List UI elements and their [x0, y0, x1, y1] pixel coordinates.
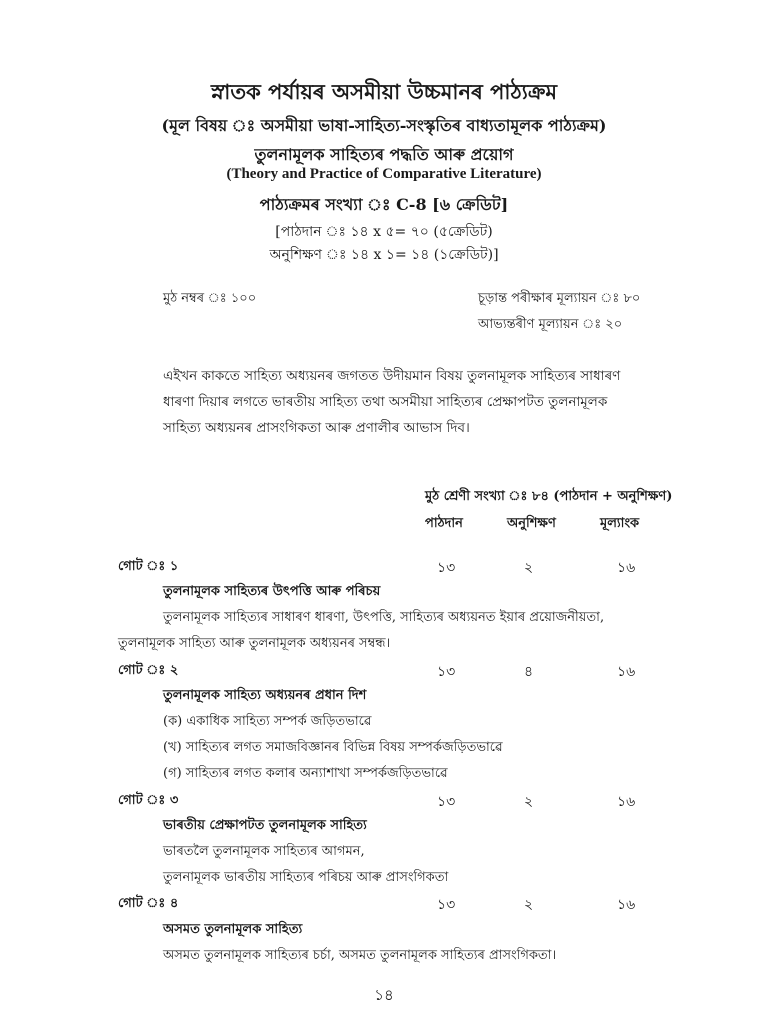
course-title: তুলনামূলক সাহিত্যৰ পদ্ধতি আৰু প্ৰয়োগ [254, 145, 514, 164]
unit-lecture-count: ১৩ [437, 794, 456, 810]
intro-paragraph [163, 363, 683, 441]
unit-marks: ১৬ [617, 560, 636, 576]
unit-topic: ভাৰতীয় প্ৰেক্ষাপটত তুলনামূলক সাহিত্য [163, 818, 367, 833]
total-marks: মুঠ নম্বৰ ঃ ১০০ [163, 291, 257, 306]
intro-line: সাহিত্য অধ্যয়নৰ প্ৰাসংগিকতা আৰু প্ৰণালীৰ আভাস দিব। [163, 420, 470, 436]
unit-tutorial-count: ৪ [524, 664, 534, 680]
unit-topic: অসমত তুলনামূলক সাহিত্য [163, 922, 303, 937]
page-title: স্নাতক পৰ্যায়ৰ অসমীয়া উচ্চমানৰ পাঠ্যক্ৰম [210, 79, 558, 104]
unit-label: গোট ঃ ৪ [118, 896, 179, 911]
unit-tutorial-count: ২ [524, 794, 534, 810]
final-exam-marks: চূড়ান্ত পৰীক্ষাৰ মূল্যায়ন ঃ ৮০ [478, 291, 641, 306]
unit-lecture-count: ১৩ [437, 664, 456, 680]
page-number: ১৪ [374, 986, 394, 1004]
unit-lecture-count: ১৩ [437, 897, 456, 913]
unit-marks: ১৬ [617, 664, 636, 680]
page-subtitle: (মূল বিষয় ঃ অসমীয়া ভাষা-সাহিত্য-সংস্কৃতিৰ বাধ্যতামূলক পাঠ্যক্ৰম) [161, 116, 607, 135]
course-title-english: (Theory and Practice of Comparative Literature) [226, 166, 542, 182]
unit-label: গোট ঃ ৩ [118, 793, 179, 808]
lecture-credit-line: [পাঠদান ঃ ১৪ x ৫= ৭০ (৫ক্ৰেডিট) [275, 224, 493, 240]
unit-topic: তুলনামূলক সাহিত্যৰ উৎপত্তি আৰু পৰিচয় [163, 584, 381, 599]
unit-description-line: তুলনামূলক সাহিত্যৰ সাধাৰণ ধাৰণা, উৎপত্তি, সাহিত্যৰ অধ্যয়নত ইয়াৰ প্ৰয়োজনীয়তা, [163, 610, 605, 625]
unit-label: গোট ঃ ১ [118, 559, 179, 574]
intro-line: ধাৰণা দিয়াৰ লগতে ভাৰতীয় সাহিত্য তথা অসমীয়া সাহিত্যৰ প্ৰেক্ষাপটত তুলনামূলক [163, 394, 608, 410]
unit-label: গোট ঃ ২ [118, 663, 179, 678]
unit-description-line: (গ) সাহিত্যৰ লগত কলাৰ অন্যাশাখা সম্পৰ্কজড়িতভাৱে [163, 766, 448, 781]
intro-line: এইখন কাকতে সাহিত্য অধ্যয়নৰ জগতত উদীয়মান বিষয় তুলনামূলক সাহিত্যৰ সাধাৰণ [163, 368, 621, 384]
unit-topic: তুলনামূলক সাহিত্য অধ্যয়নৰ প্ৰধান দিশ [163, 688, 367, 703]
unit-marks: ১৬ [617, 897, 636, 913]
total-classes: মুঠ শ্ৰেণী সংখ্যা ঃ ৮৪ (পাঠদান + অনুশিক্ষণ) [425, 489, 673, 504]
course-code: পাঠ্যক্ৰমৰ সংখ্যা ঃ C-8 [৬ ক্ৰেডিট] [259, 195, 509, 214]
unit-description-line: (ক) একাধিক সাহিত্য সম্পৰ্ক জড়িতভাৱে [163, 714, 372, 729]
tutorial-credit-line: অনুশিক্ষণ ঃ ১৪ x ১= ১৪ (১ক্ৰেডিট)] [269, 247, 499, 263]
unit-marks: ১৬ [617, 794, 636, 810]
unit-lecture-count: ১৩ [437, 560, 456, 576]
column-header-marks: মূল্যাংক [600, 516, 640, 531]
unit-tutorial-count: ২ [524, 560, 534, 576]
unit-tutorial-count: ২ [524, 897, 534, 913]
unit-description-line: তুলনামূলক সাহিত্য আৰু তুলনামূলক অধ্যয়নৰ সম্বন্ধ। [118, 636, 391, 651]
unit-description-line: তুলনামূলক ভাৰতীয় সাহিত্যৰ পৰিচয় আৰু প্ৰাসংগিকতা [163, 870, 449, 885]
unit-description-line: অসমত তুলনামূলক সাহিত্যৰ চৰ্চা, অসমত তুলনামূলক সাহিত্যৰ প্ৰাসংগিকতা। [163, 948, 557, 963]
internal-marks: আভ্যন্তৰীণ মূল্যায়ন ঃ ২০ [478, 317, 623, 332]
unit-description-line: (খ) সাহিত্যৰ লগত সমাজবিজ্ঞানৰ বিভিন্ন বিষয় সম্পৰ্কজড়িতভাৱে [163, 740, 503, 755]
column-header-lecture: পাঠদান [425, 516, 463, 531]
column-header-tutorial: অনুশিক্ষণ [507, 516, 556, 531]
unit-description-line: ভাৰতলৈ তুলনামূলক সাহিত্যৰ আগমন, [163, 844, 365, 859]
